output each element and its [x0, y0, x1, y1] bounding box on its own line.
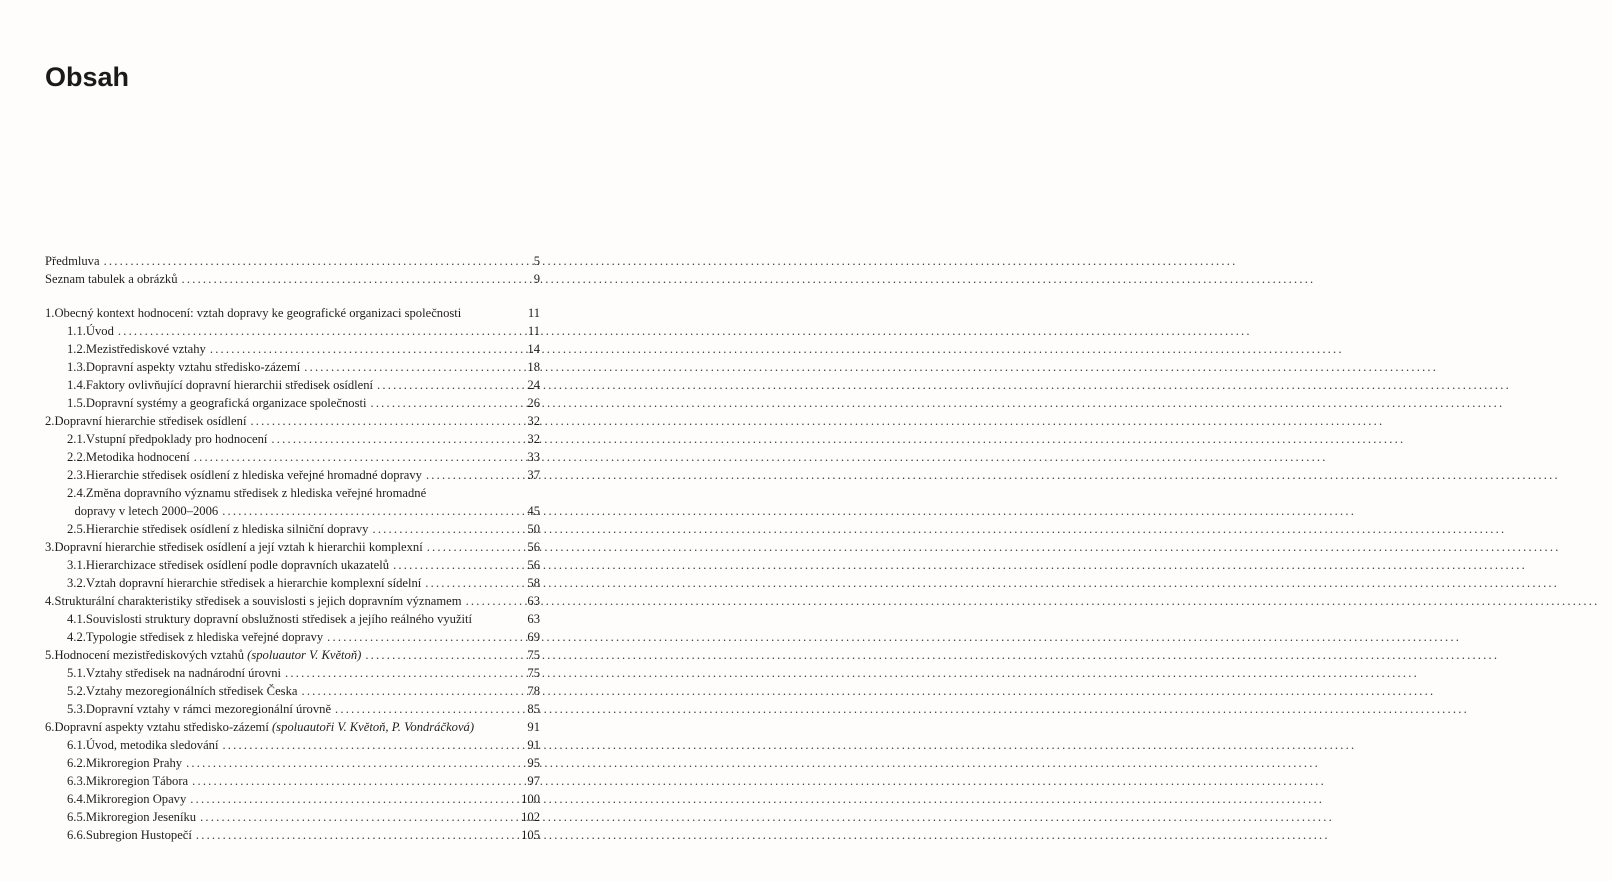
toc-entry — [67, 772, 540, 790]
toc-entry-number: 6.4. — [67, 792, 86, 806]
toc-entry-number: 6.1. — [67, 738, 86, 752]
toc-entry-title: Mikroregion Prahy — [85, 756, 183, 770]
toc-entry-page-number: 63 — [527, 612, 540, 626]
dot-leader — [370, 394, 523, 412]
toc-entry-number: 1.1. — [67, 324, 86, 338]
toc-entry-page-number: 75 — [527, 648, 540, 662]
toc-entry-page-number: 97 — [527, 774, 540, 788]
toc-entry-authors: (spoluautoři V. Květoň, P. Vondráčková) — [268, 720, 475, 734]
toc-entry-title: Předmluva — [45, 254, 100, 268]
toc-entry — [67, 628, 540, 646]
toc-entry — [45, 412, 540, 430]
toc-entry-page-number: 37 — [527, 468, 540, 482]
toc-entry-page-number: 58 — [527, 576, 540, 590]
toc-entry — [45, 304, 540, 322]
toc-entry — [67, 610, 540, 628]
dot-leader — [426, 466, 523, 484]
toc-entry-title: Úvod — [85, 324, 114, 338]
toc-entry-number: 1.3. — [67, 360, 86, 374]
toc-entry-number: 6.5. — [67, 810, 86, 824]
toc-entry-title: Mikroregion Opavy — [85, 792, 187, 806]
toc-entry-title: Vztahy mezoregionálních středisek Česka — [85, 684, 298, 698]
toc-entry-page-number: 91 — [527, 738, 540, 752]
toc-entry-page-number: 11 — [527, 324, 540, 338]
toc-entry-title: Dopravní systémy a geografická organizace společnosti — [85, 396, 367, 410]
toc-entry-number: 5.1. — [67, 666, 86, 680]
toc-entry-page-number: 75 — [527, 666, 540, 680]
toc-entry-title: Hodnocení mezistřediskových vztahů (spoluautor V. Květoň) — [54, 648, 362, 662]
toc-entry-title: Metodika hodnocení — [85, 450, 190, 464]
toc-entry-page-number: 56 — [527, 540, 540, 554]
toc-entry-title: Faktory ovlivňující dopravní hierarchii středisek osídlení — [85, 378, 374, 392]
toc-entry — [45, 592, 540, 610]
toc-entry-number: 2.1. — [67, 432, 86, 446]
dot-leader — [327, 628, 523, 646]
toc-entry-page-number: 24 — [527, 378, 540, 392]
dot-leader — [196, 826, 517, 844]
toc-entry-page-number: 56 — [527, 558, 540, 572]
toc-entry — [67, 700, 540, 718]
toc-entry-page-number: 91 — [527, 720, 540, 734]
toc-entry-title: Vstupní předpoklady pro hodnocení — [85, 432, 268, 446]
toc-entry-page-number: 95 — [527, 756, 540, 770]
dot-leader — [222, 736, 523, 754]
toc-entry-number: 2.3. — [67, 468, 86, 482]
toc-entry-number: 6. — [45, 720, 55, 734]
toc-entry-page-number: 32 — [527, 432, 540, 446]
toc-entry — [67, 484, 540, 502]
toc-entry-title: Subregion Hustopečí — [85, 828, 192, 842]
toc-entry-number: 2.5. — [67, 522, 86, 536]
toc-entry-page-number: 69 — [527, 630, 540, 644]
toc-entry-number: 1.5. — [67, 396, 86, 410]
toc-entry-number: 3.2. — [67, 576, 86, 590]
dot-leader — [192, 772, 523, 790]
toc-entry — [67, 430, 540, 448]
toc-entry — [67, 664, 540, 682]
toc-entry — [67, 502, 540, 520]
dot-leader — [210, 340, 524, 358]
dot-leader — [194, 448, 524, 466]
toc-entry-title: Úvod, metodika sledování — [85, 738, 219, 752]
toc-entry-title: Obecný kontext hodnocení: vztah dopravy ke geografické organizaci společnosti — [54, 306, 462, 320]
toc-entry — [67, 808, 540, 826]
toc-entry-page-number: 50 — [527, 522, 540, 536]
toc-entry-title: Mezistřediskové vztahy — [85, 342, 206, 356]
toc-entry-number: 4.1. — [67, 612, 86, 626]
toc-entry-number: 1.2. — [67, 342, 86, 356]
dot-leader — [186, 754, 523, 772]
dot-leader — [393, 556, 523, 574]
dot-leader — [190, 790, 517, 808]
toc-entry-title: Vztah dopravní hierarchie středisek a hierarchie komplexní sídelní — [85, 576, 422, 590]
toc-entry — [67, 682, 540, 700]
toc-entry-number: 5.2. — [67, 684, 86, 698]
toc-entry-title: Dopravní aspekty vztahu středisko-zázemí — [85, 360, 301, 374]
dot-leader — [285, 664, 523, 682]
toc-entry — [67, 466, 540, 484]
toc-entry-title: Seznam tabulek a obrázků — [45, 272, 178, 286]
toc-entry — [67, 448, 540, 466]
toc-entry-number: 1. — [45, 306, 55, 320]
toc-entry-page-number: 85 — [527, 702, 540, 716]
toc-entry-page-number: 5 — [533, 254, 540, 268]
toc-entry-title: Dopravní aspekty vztahu středisko-zázemí (spoluautoři V. Květoň, P. Vondráčková) — [54, 720, 475, 734]
dot-leader — [118, 322, 524, 340]
dot-leader — [301, 682, 523, 700]
dot-leader — [427, 538, 524, 556]
dot-leader — [304, 358, 523, 376]
toc-entry — [67, 736, 540, 754]
dot-leader — [372, 520, 523, 538]
toc-entry-page-number: 45 — [527, 504, 540, 518]
toc-entry — [67, 574, 540, 592]
dot-leader — [271, 430, 523, 448]
toc-entry-number: 2.2. — [67, 450, 86, 464]
toc-entry-number: 6.6. — [67, 828, 86, 842]
dot-leader — [365, 646, 523, 664]
toc-entry-page-number: 63 — [527, 594, 540, 608]
toc-entry — [67, 322, 540, 340]
dot-leader — [200, 808, 517, 826]
toc-entry — [45, 718, 540, 736]
toc-entry-page-number: 32 — [527, 414, 540, 428]
toc-entry — [45, 646, 540, 664]
toc-entry-title: Souvislosti struktury dopravní obslužnosti středisek a jejího reálného využití — [85, 612, 473, 626]
toc-entry-number: 4.2. — [67, 630, 86, 644]
dot-leader — [466, 592, 524, 610]
toc-entry-page-number: 9 — [533, 272, 540, 286]
toc-entry-title: Hierarchizace středisek osídlení podle dopravních ukazatelů — [85, 558, 390, 572]
toc-entry-number: 2. — [45, 414, 55, 428]
toc-entry-page-number: 26 — [527, 396, 540, 410]
toc-entry — [67, 790, 540, 808]
toc-entry-title: Mikroregion Jeseníku — [85, 810, 197, 824]
toc-entry-page-number: 78 — [527, 684, 540, 698]
toc-entry-page-number: 11 — [527, 306, 540, 320]
dot-leader — [335, 700, 523, 718]
toc-entry — [67, 826, 540, 844]
page-title: Obsah — [45, 62, 130, 92]
dot-leader — [250, 412, 523, 430]
toc-entry-number: 5. — [45, 648, 55, 662]
toc-entry-page-number: 105 — [521, 828, 540, 842]
toc-entry-page-number: 102 — [521, 810, 540, 824]
dot-leader — [182, 270, 524, 288]
toc-entry-number: 1.4. — [67, 378, 86, 392]
toc-entry — [45, 252, 540, 270]
toc-entry-page-number: 18 — [527, 360, 540, 374]
dot-leader — [377, 376, 523, 394]
toc-entry-title: Strukturální charakteristiky středisek a souvislosti s jejich dopravním významem — [54, 594, 462, 608]
toc-entry — [45, 270, 540, 288]
toc-entry — [67, 376, 540, 394]
toc-entry — [45, 538, 540, 556]
toc-entry-title: dopravy v letech 2000–2006 — [74, 504, 219, 518]
toc-entry-title: Mikroregion Tábora — [85, 774, 189, 788]
toc-entry-authors: (spoluautor V. Květoň) — [244, 648, 362, 662]
toc-entry-title: Dopravní hierarchie středisek osídlení a její vztah k hierarchii komplexní — [54, 540, 423, 554]
toc-entry-title: Dopravní hierarchie středisek osídlení — [54, 414, 247, 428]
toc-entry-number: 2.4. — [67, 486, 86, 500]
dot-leader — [104, 252, 524, 270]
toc-entry-number: 3.1. — [67, 558, 86, 572]
toc-entry-title: Dopravní vztahy v rámci mezoregionální úrovně — [85, 702, 332, 716]
toc-entry — [67, 340, 540, 358]
toc-entry-title: Typologie středisek z hlediska veřejné dopravy — [85, 630, 324, 644]
toc-entry-number: 5.3. — [67, 702, 86, 716]
toc-entry-number: 4. — [45, 594, 55, 608]
dot-leader — [425, 574, 523, 592]
toc-entry-number: 3. — [45, 540, 55, 554]
toc-entry — [67, 556, 540, 574]
toc-entry-page-number: 14 — [527, 342, 540, 356]
toc-entry-number: 6.3. — [67, 774, 86, 788]
toc-entry-number: 6.2. — [67, 756, 86, 770]
toc-entry — [67, 394, 540, 412]
toc-entry — [67, 520, 540, 538]
toc-entry — [67, 754, 540, 772]
toc-entry-title: Vztahy středisek na nadnárodní úrovni — [85, 666, 282, 680]
toc-entry-title: Hierarchie středisek osídlení z hlediska silniční dopravy — [85, 522, 369, 536]
dot-leader — [222, 502, 523, 520]
toc-entry — [67, 358, 540, 376]
toc-entry-page-number: 100 — [521, 792, 540, 806]
toc-entry-title: Změna dopravního významu středisek z hlediska veřejné hromadné — [85, 486, 427, 500]
toc-entry-page-number: 33 — [527, 450, 540, 464]
toc-entry-title: Hierarchie středisek osídlení z hlediska veřejné hromadné dopravy — [85, 468, 422, 482]
